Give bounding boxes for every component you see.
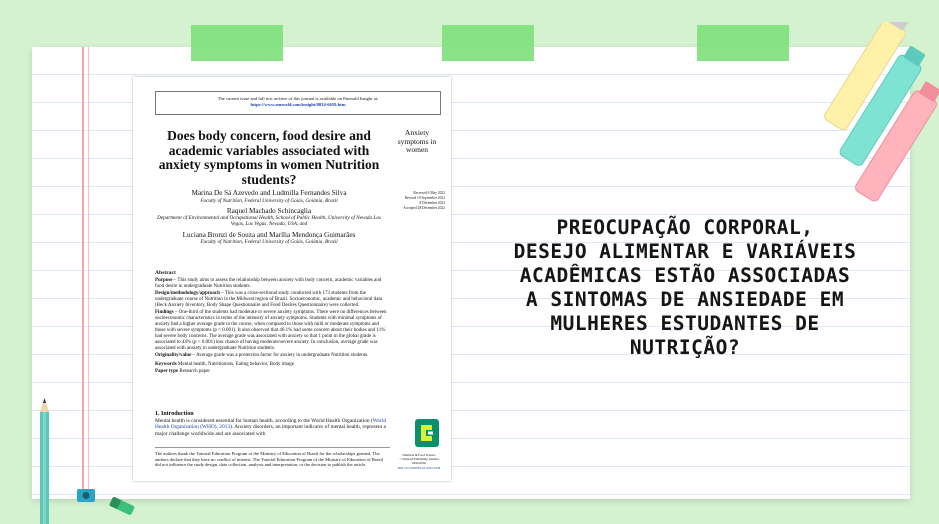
- intro-text: Mental health is considered essential for human health, according to the World Health Organization (: [155, 417, 373, 424]
- tape-strip-left: [191, 25, 283, 61]
- publisher-line: © Emerald Publishing Limited: [399, 457, 439, 462]
- keywords-line: [155, 362, 390, 368]
- abstract-paragraph: [155, 310, 390, 352]
- slide-heading: [470, 216, 900, 360]
- date-line: 8 December 2022: [419, 201, 445, 205]
- keywords-label: Keywords: [155, 362, 177, 367]
- author-name: Marina De Sá Azevedo and Ludmilla Fernandes Silva: [191, 189, 347, 197]
- abstract-heading: Abstract: [155, 270, 176, 276]
- article-side-label: Anxiety symptoms in women: [397, 128, 437, 154]
- abstract-label: Findings: [155, 310, 174, 315]
- heading-line: NUTRIÇÃO?: [629, 336, 741, 359]
- abstract-label: Purpose: [155, 278, 173, 283]
- abstract-text: – Average grade was a protection factor for anxiety in undergraduate Nutrition students.: [191, 353, 369, 358]
- journal-header-url: https://www.emerald.com/insight/0034-6659.htm: [250, 102, 346, 107]
- heading-line: MULHERES ESTUDANTES DE: [550, 312, 820, 335]
- author-affiliation: Department of Environmental and Occupational Health, School of Public Health, University of Nevada Las Vegas, Las Vegas, Nevada, USA, and: [157, 215, 381, 228]
- publisher-info: [395, 453, 443, 470]
- abstract-section: [155, 270, 390, 376]
- abstract-paragraph: [155, 291, 390, 309]
- heading-line: DESEJO ALIMENTAR E VARIÁVEIS: [513, 240, 857, 263]
- intro-text: ). Anxiety disorders, an important indicator of mental health, represent a major challenge worldwide and are associated with: [155, 424, 386, 437]
- author-affiliation: Faculty of Nutrition, Federal University of Goiás, Goiânia, Brazil: [200, 239, 338, 246]
- heading-line: PREOCUPAÇÃO CORPORAL,: [556, 216, 814, 239]
- intro-heading: 1. Introduction: [155, 411, 194, 417]
- tape-strip-middle: [442, 25, 534, 61]
- article-footnote: The authors thank the Tutorial Education Program of the Ministry of Education of Brazil for the scholarships granted. The authors declare that they have no conflict of interest. The Tutorial Education Program of the Ministry of Education of Brazil did not influence the study design, data collection, analysis and interpretation, or the decision to publish the article.: [155, 447, 390, 468]
- date-line: Revised 19 September 2022: [404, 196, 445, 200]
- author-affiliation: Faculty of Nutrition, Federal University of Goiás, Goiânia, Brazil: [200, 197, 338, 204]
- intro-citation-link[interactable]: World Health Organization (WHO), 2013: [155, 417, 387, 431]
- publisher-line: Nutrition & Food Science: [402, 453, 436, 457]
- sharpener-icon: [76, 487, 96, 503]
- margin-line-secondary: [88, 47, 89, 499]
- abstract-text: – This was a cross-sectional study conducted with 173 students from the undergraduate course of Nutrition in the Midwest region of Brazil. Socioeconomic, academic and behavioral data (Beck Anxiety Inventory, Body Shape Questionnaire and Food Desires Questionnaire) were collected.: [155, 291, 383, 308]
- introduction-section: [155, 411, 390, 437]
- abstract-label: Design/methodology/approach: [155, 291, 220, 296]
- author-name: Raquel Machado Schincaglia: [226, 206, 312, 215]
- article-title: Does body concern, food desire and academic variables associated with anxiety symptoms in women Nutrition students?: [158, 128, 380, 187]
- pencil-icon: [40, 398, 49, 524]
- keywords-text: Mental health, Nutritionists, Eating behavior, Body image: [177, 362, 294, 367]
- paper-type-text: Research paper: [179, 369, 211, 374]
- author-list: [155, 189, 383, 248]
- heading-line: A SINTOMAS DE ANSIEDADE EM: [525, 288, 845, 311]
- heading-line: ACADÊMICAS ESTÃO ASSOCIADAS: [519, 264, 851, 287]
- emerald-publisher-logo-icon: [415, 419, 439, 447]
- article-dates: [389, 191, 445, 211]
- paper-type-line: [155, 369, 390, 375]
- abstract-paragraph: [155, 278, 390, 290]
- abstract-label: Originality/value: [155, 353, 192, 358]
- abstract-paragraph: [155, 353, 390, 359]
- article-page-image: [133, 77, 451, 481]
- highlighter-markers-icon: [815, 22, 939, 206]
- paper-type-label: Paper type: [155, 369, 179, 374]
- abstract-text: – This study aims to assess the relationship between anxiety with body concern, academic variables and food desire in undergraduate Nutrition students.: [155, 278, 382, 289]
- author-name: Luciana Bronzi de Souza and Marília Mendonça Guimarães: [182, 230, 356, 239]
- margin-line: [82, 47, 84, 499]
- abstract-text: – One-third of the students had moderate or severe anxiety symptoms. There were no differences between socioeconomic characteristics in terms of the intensity of anxiety symptoms. Students with minimal symptoms of anxiety had a higher average grade in the course, when compared to those with mild or moderate symptoms and those with severe symptoms (p < 0.001). It also observed that 46.1% had some concern about their bodies and 11% had severe body concerns. The average grade was associated with anxiety so that 1 point in the global grade is associated to 44% (p < 0.001) less chance of having moderate/severe anxiety. In conclusion, average grade was associated with anxiety in undergraduate Nutrition students.: [155, 310, 387, 351]
- date-line: Accepted 28 December 2022: [403, 206, 445, 210]
- publisher-line: DOI 10.1108/NFS-05-2022-0158: [397, 465, 441, 470]
- publisher-line: 0034-6659: [412, 461, 426, 466]
- journal-header-box: [155, 91, 441, 115]
- eraser-icon: [108, 496, 136, 516]
- date-line: Received 6 May 2022: [413, 191, 445, 195]
- tape-strip-right: [697, 25, 789, 61]
- journal-header-line: The current issue and full text archive of this journal is available on Emerald Insight at:: [217, 96, 379, 101]
